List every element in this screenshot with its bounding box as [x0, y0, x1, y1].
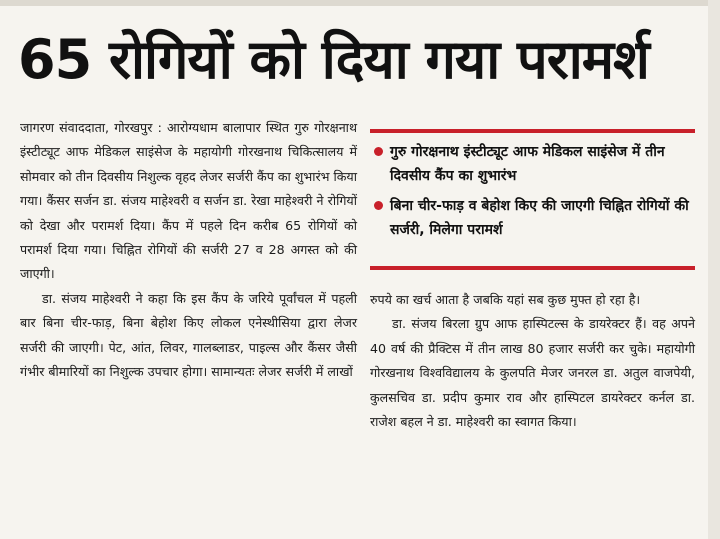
bullet-icon	[374, 147, 383, 156]
highlight-text: गुरु गोरक्षनाथ इंस्टीट्यूट आफ मेडिकल साइंसेज में तीन दिवसीय कैंप का शुभारंभ	[390, 144, 665, 184]
highlight-box	[370, 140, 695, 248]
right-paragraph-2: डा. संजय बिरला ग्रुप आफ हास्पिटल्स के डायरेक्टर हैं। वह अपने 40 वर्ष की प्रैक्टिस में तीन लाख 80 हजार सर्जरी कर चुके। महायोगी गोरखनाथ विश्वविद्यालय के कुलपति मेजर जनरल डा. अतुल वाजपेयी, कुलसचिव डा. प्रदीप कुमार राव और हास्पिटल डायरेक्टर कर्नल डा. राजेश बहल ने डा. माहेश्वरी का स्वागत किया।	[370, 316, 695, 430]
highlight-bottom-rule	[370, 266, 695, 270]
page-edge	[708, 0, 720, 539]
left-paragraph-2: डा. संजय माहेश्वरी ने कहा कि इस कैंप के जरिये पूर्वांचल में पहली बार बिना चीर-फाड़, बिना बेहोश किए लोकल एनेस्थीसिया द्वारा लेजर सर्जरी की जाएगी। पेट, आंत, लिवर, गालब्लाडर, पाइल्स और कैंसर जैसी गंभीर बीमारियों का निशुल्क उपचार होगा। सामान्यतः लेजर सर्जरी में लाखों	[20, 290, 357, 380]
right-column	[370, 288, 695, 434]
headline: 65 रोगियों को दिया गया परामर्श	[18, 28, 649, 91]
highlight-top-rule	[370, 129, 695, 133]
left-paragraph-1: जागरण संवाददाता, गोरखपुर : आरोग्यधाम बालापार स्थित गुरु गोरक्षनाथ इंस्टीट्यूट आफ मेडिकल साइंसेज के महायोगी गोरखनाथ चिकित्सालय में सोमवार को तीन दिवसीय निशुल्क वृहद लेजर सर्जरी कैंप का शुभारंभ किया गया। कैंसर सर्जन डा. संजय माहेश्वरी व सर्जन डा. रेखा माहेश्वरी ने रोगियों को देखा और परामर्श दिया। कैंप में पहले दिन करीब 65 रोगियों को परामर्श दिया गया। चिह्नित रोगियों की सर्जरी 27 व 28 अगस्त को की जाएगी।	[20, 120, 357, 282]
top-edge-strip	[0, 0, 720, 6]
left-column	[20, 116, 357, 384]
highlight-text: बिना चीर-फाड़ व बेहोश किए की जाएगी चिह्नित रोगियों की सर्जरी, मिलेगा परामर्श	[390, 198, 689, 238]
highlight-item	[370, 140, 695, 188]
right-paragraph-1: रुपये का खर्च आता है जबकि यहां सब कुछ मुफ्त हो रहा है।	[370, 292, 641, 307]
bullet-icon	[374, 201, 383, 210]
highlight-item	[370, 194, 695, 242]
